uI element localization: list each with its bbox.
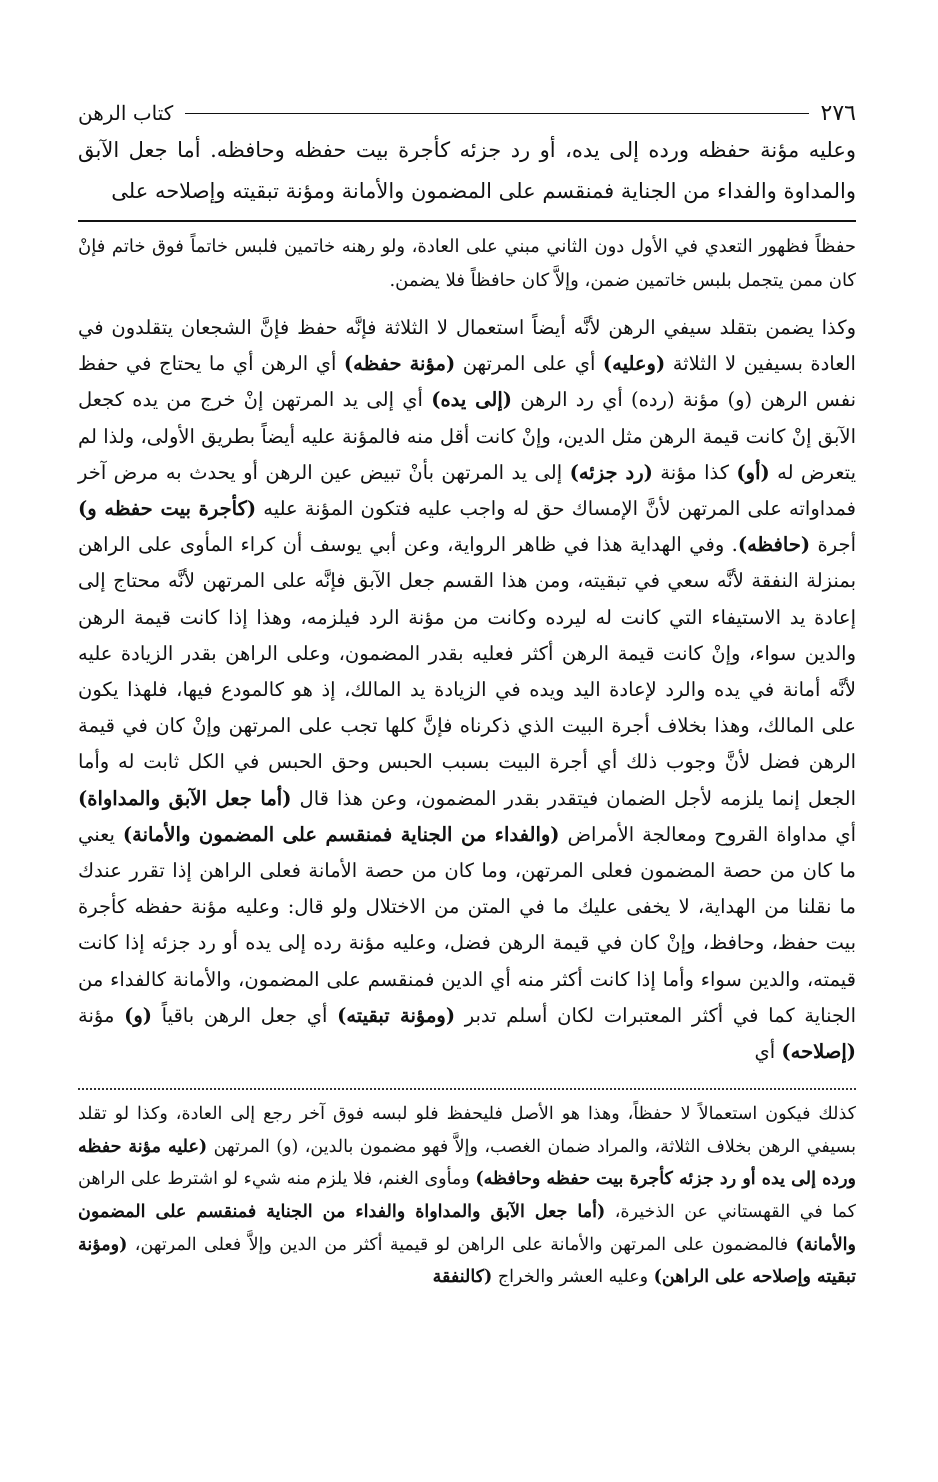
text-segment: مؤنة <box>78 1003 125 1027</box>
text-segment: إلى يد المرتهن بأنْ تبيض عين الرهن أو يحدث به مرض آخر فمداواته على المرتهن لأنَّ الإمساك حق له واجب عليه فتكون المؤنة عليه <box>78 460 856 521</box>
bold-quoted-text: (وعليه) <box>602 352 666 376</box>
bold-quoted-text: (كأجرة بيت حفظه و) <box>78 497 257 521</box>
bold-quoted-text: (إصلاحه) <box>781 1040 856 1064</box>
bold-quoted-text: (أما جعل الآبق والمداواة والفداء من الجناية فمنقسم على المضمون والأمانة) <box>78 1202 856 1255</box>
section-divider <box>78 220 856 222</box>
text-segment: يعني ما كان من حصة المضمون فعلى المرتهن، وما كان من حصة الأمانة فعلى الراهن إذا تقرر عندك ما نقلنا من الهداية، لا يخفى عليك ما في المتن من الاختلال ولو قال: وعليه مؤنة حفظه كأجرة بيت حفظ، وحافظ، وإنْ كان في قيمة الرهن فضل، وعليه مؤنة رده إلى يده أو رد جزئه إذا كانت قيمته، والدين سواء وأما إذا كانت أكثر منه أي الدين فمنقسم على المضمون، والأمانة كالفداء من الجناية كما في أكثر المعتبرات لكان أسلم تدبر <box>78 822 856 1027</box>
text-segment: أي إلى يد المرتهن إنْ خرج من يده كجعل الآبق إنْ كانت قيمة الرهن مثل الدين، وإنْ كانت أقل منه فالمؤنة عليه أيضاً بطريق الأولى، ولذا لم يتعرض له <box>78 388 856 484</box>
book-title: كتاب الرهن <box>78 101 174 125</box>
page-number: ٢٧٦ <box>820 100 856 126</box>
text-segment: أجرة <box>810 533 856 557</box>
bold-quoted-text: (عليه مؤنة حفظه ورده إلى يده أو رد جزئه كأجرة بيت حفظه وحافظه) <box>78 1136 856 1190</box>
text-segment: كذا مؤنة <box>652 460 737 484</box>
footnote-section <box>78 1098 856 1294</box>
text-segment: أي الرهن أي ما يحتاج في حفظ نفس الرهن (و) مؤنة (رده) أي رد الرهن <box>78 352 857 412</box>
commentary-top-section: حفظاً فظهور التعدي في الأول دون الثاني مبني على العادة، ولو رهنه خاتمين فلبس خاتماً فوق خاتم فإنْ كان ممن يتجمل بلبس خاتمين ضمن، وإلاَّ كان حافظاً فلا يضمن. <box>78 236 856 291</box>
header-rule <box>185 113 808 114</box>
text-segment: أي جعل الرهن باقياً <box>151 1003 338 1027</box>
bold-quoted-text: (حافظه) <box>737 533 811 557</box>
text-segment: فالمضمون على المرتهن والأمانة على الراهن لو قيمية أكثر من الدين وإلاَّ فعلى المرتهن، <box>127 1234 796 1255</box>
bold-quoted-text: (ومؤنة تبقيته) <box>337 1003 456 1027</box>
bold-quoted-text: (إلى يده) <box>431 388 513 412</box>
bold-quoted-text: (ومؤنة تبقيته وإصلاحه على الراهن) <box>78 1234 856 1288</box>
dotted-divider <box>78 1088 856 1090</box>
bold-quoted-text: (أما جعل الآبق والمداواة) <box>78 786 292 810</box>
text-segment: وعليه العشر والخراج <box>492 1267 654 1288</box>
bold-quoted-text: (مؤنة حفظه) <box>343 352 456 376</box>
text-segment: أي <box>754 1040 782 1064</box>
text-segment: أي على المرتهن <box>455 352 603 376</box>
text-segment: أي مداواة القروح ومعالجة الأمراض <box>559 822 856 846</box>
page-header <box>78 96 856 130</box>
matn-text: وعليه مؤنة حفظه ورده إلى يده، أو رد جزئه كأجرة بيت حفظه وحافظه. أما جعل الآبق والمداوة والفداء من الجناية فمنقسم على المضمون والأمانة ومؤنة تبقيته وإصلاحه على <box>78 138 856 203</box>
commentary-main-section <box>78 310 856 1070</box>
text-segment: ومأوى الغنم، فلا يلزم منه شيء لو اشترط على الراهن كما في القهستاني عن الذخيرة، <box>78 1169 856 1223</box>
text-segment: . وفي الهداية هذا في ظاهر الرواية، وعن أبي يوسف أن كراء المأوى على الراهن بمنزلة النفقة لأنَّه سعي في تبقيته، ومن هذا القسم جعل الآبق فإنَّه على المرتهن لأنَّه محتاج إلى إعادة يد الاستيفاء التي كانت له ليرده وكانت من مؤنة الرد فيلزمه، وهذا إذا كانت قيمة الرهن والدين سواء، وإنْ كانت قيمة الرهن أكثر فعليه بقدر المضمون، وعلى الراهن بقدر الزيادة عليه لأنَّه أمانة في يده والرد لإعادة اليد ويده في الزيادة يد المالك، إذ هو كالمودع فيها، فلهذا يكون على المالك، وهذا بخلاف أجرة البيت الذي ذكرناه فإنَّ كلها تجب على المرتهن وإنْ كان في قيمة الرهن فضل لأنَّ وجوب ذلك أي أجرة البيت بسبب الحبس وحق الحبس في الكل ثابت له وأما الجعل إنما يلزمه لأجل الضمان فيتقدر بقدر المضمون، وعن هذا قال <box>78 533 856 810</box>
text-segment: كذلك فيكون استعمالاً لا حفظاً، وهذا هو الأصل فليحفظ فلو لبسه فوق آخر رجع إلى العادة، وكذا لو تقلد بسيفي الرهن بخلاف الثلاثة، والمراد ضمان الغصب، وإلاَّ فهو مضمون بالدين، (و) المرتهن <box>78 1104 856 1157</box>
bold-quoted-text: (أو) <box>736 460 770 484</box>
bold-quoted-text: (رد جزئه) <box>569 460 653 484</box>
bold-quoted-text: (كالنفقة <box>432 1267 493 1288</box>
bold-quoted-text: (و) <box>124 1003 152 1027</box>
text-segment: وكذا يضمن بتقلد سيفي الرهن لأنَّه أيضاً استعمال لا الثلاثة فإنَّه حفظ فإنَّ الشجعان يتقلدون في العادة بسيفين لا الثلاثة <box>78 316 856 376</box>
bold-quoted-text: (والفداء من الجناية فمنقسم على المضمون والأمانة) <box>122 822 560 846</box>
